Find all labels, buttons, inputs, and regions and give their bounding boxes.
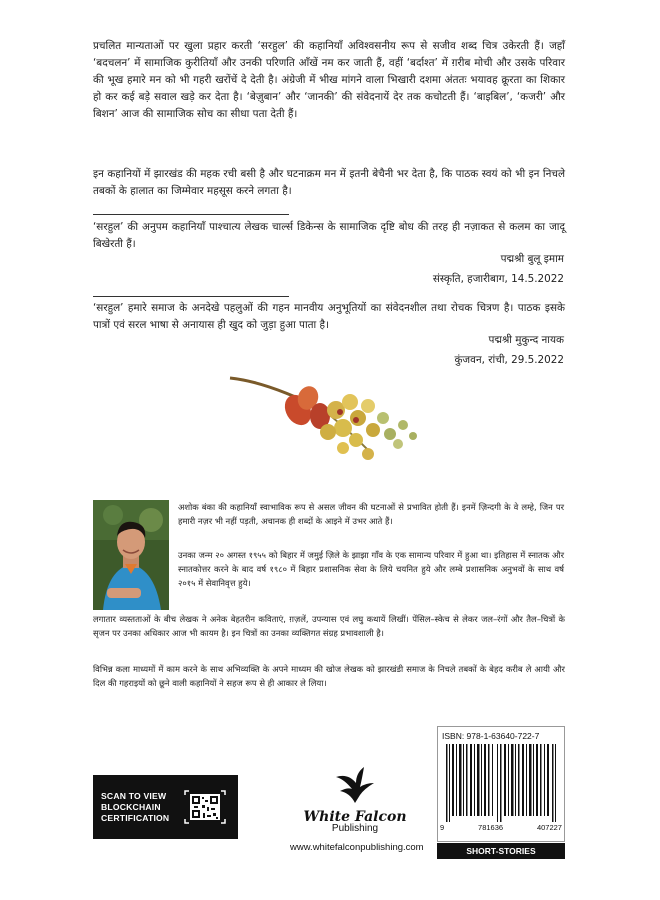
review-place-date: संस्कृति, हजारीबाग, 14.5.2022 [432, 273, 564, 285]
falcon-icon [330, 765, 380, 805]
sal-flower-illustration [228, 370, 428, 482]
barcode-icon [444, 744, 558, 822]
review-quote-1: ‘सरहुल’ की अनुपम कहानियाँ पाश्चात्य लेखक चार्ल्स डिकेन्स के सामाजिक दृष्टि बोध की तरह ही नज़ाकत से कलम का जादू बिखेरती हैं। [93, 221, 565, 250]
qr-badge-text: SCAN TO VIEW BLOCKCHAIN CERTIFICATION [101, 791, 170, 823]
publisher-website-link[interactable]: www.whitefalconpublishing.com [290, 842, 424, 853]
review-author: पद्मश्री बुलू इमाम [500, 253, 564, 265]
blockchain-certification-badge[interactable] [93, 775, 238, 839]
author-bio-paragraph-1: अशोक बंका की कहानियाँ स्वाभाविक रूप से असल जीवन की घटनाओं से प्रभावित होती हैं। इनमें ज़िन्दगी के वे लम्हे, जिन पर हमारी नज़र भी नहीं पड़ती, अचानक ही शब्दों के आइने में उभर आते हैं। [178, 502, 564, 526]
quote-divider [93, 296, 289, 297]
review-place-date: कुंजवन, रांची, 29.5.2022 [454, 354, 564, 366]
isbn-barcode [437, 726, 565, 842]
publisher-subtitle: Publishing [331, 823, 379, 834]
publisher-logo [300, 765, 410, 834]
author-bio-paragraph-3: लगातार व्यस्तताओं के बीच लेखक ने अनेक बेहतरीन कविताएं, ग़ज़लें, उपन्यास एवं लघु कथायें लिखीं। पेंसिल–स्केच से लेकर जल–रंगों और तैल–चित्रों के सृजन पर उनका अधिकार आज भी कायम है। इन चित्रों का उनका व्यक्तिगत संग्रह प्रभावशाली है। [93, 614, 565, 638]
review-quote-2: ‘सरहुल’ हमारे समाज के अनदेखे पहलुओं की गहन मानवीय अनुभूतियों का संवेदनशील तथा रोचक चित्रण है। पाठक इसके पात्रों एवं सरल भाषा से अनायास ही खुद को जुड़ा हुआ पाता है। [93, 302, 565, 331]
quote-divider [93, 214, 289, 215]
author-bio-paragraph-2: उनका जन्म २० अगस्त १९५५ को बिहार में जमुई ज़िले के झाझा गाँव के एक सामान्य परिवार में हुआ था। इतिहास में स्नातक और स्नातकोत्तर करने के बाद वर्ष १९८० में बिहार प्रशासनिक सेवा के लिये चयनित हुये और लम्बे प्रशासनिक अनुभवों के साथ वर्ष २०१५ में सेवानिवृत्त हुये। [178, 550, 564, 588]
author-photo [93, 500, 169, 610]
isbn-number: ISBN: 978-1-63640-722-7 [442, 731, 540, 741]
author-bio-paragraph-4: विभिन्न कला माध्यमों में काम करने के साथ अभिव्यक्ति के अपने माध्यम की खोज लेखक को झारखंडी समाज के निचले तबकों के बेहद करीब ले आयी और दिल की गहराइयों को छूने वाली कहानियों ने सहज रूप से ही आकार ले लिया। [93, 664, 565, 688]
intro-paragraph-1: प्रचलित मान्यताओं पर खुला प्रहार करती ‘सरहुल’ की कहानियाँ अविश्वसनीय रूप से सजीव शब्द चित्र उकेरती हैं। जहाँ ‘बदचलन’ में सामाजिक कुरीतियाँ और उनकी परिणति आँखें नम कर जाती हैं, वहीं ‘बर्दाश्त’ में ग़रीब मोची और उसके परिवार की भूख हमारे मन को भी गहरी खरोंचें दे देती है। अंग्रेजी में भीख मांगने वाला भिखारी दशमा अंततः भयावह क्रूरता का शिकार हो कर कई बड़े सवाल खड़े कर देता है। ‘बेज़ुबान’ और ‘जानकी’ की संवेदनायें देर तक कचोटती हैं। ‘बाइबिल’, ‘कजरी’ और बिशन’ आज की सामाजिक सोच का सीधा पता देती हैं। [93, 40, 565, 120]
barcode-digits: 9 781636 407227 [440, 823, 562, 832]
review-signature-2 [454, 330, 564, 370]
review-signature-1 [433, 249, 564, 289]
qr-code-icon [183, 789, 227, 830]
review-author: पद्मश्री मुकुन्द नायक [488, 334, 564, 346]
publisher-name: White Falcon [303, 809, 407, 825]
intro-paragraph-2: इन कहानियों में झारखंड की महक रची बसी है और घटनाक्रम मन में इतनी बेचैनी भर देता है, कि पाठक स्वयं को भी इन निचले तबकों के हालात का जिम्मेवार महसूस करने लगता है। [93, 168, 565, 197]
genre-label: SHORT-STORIES [437, 843, 565, 859]
